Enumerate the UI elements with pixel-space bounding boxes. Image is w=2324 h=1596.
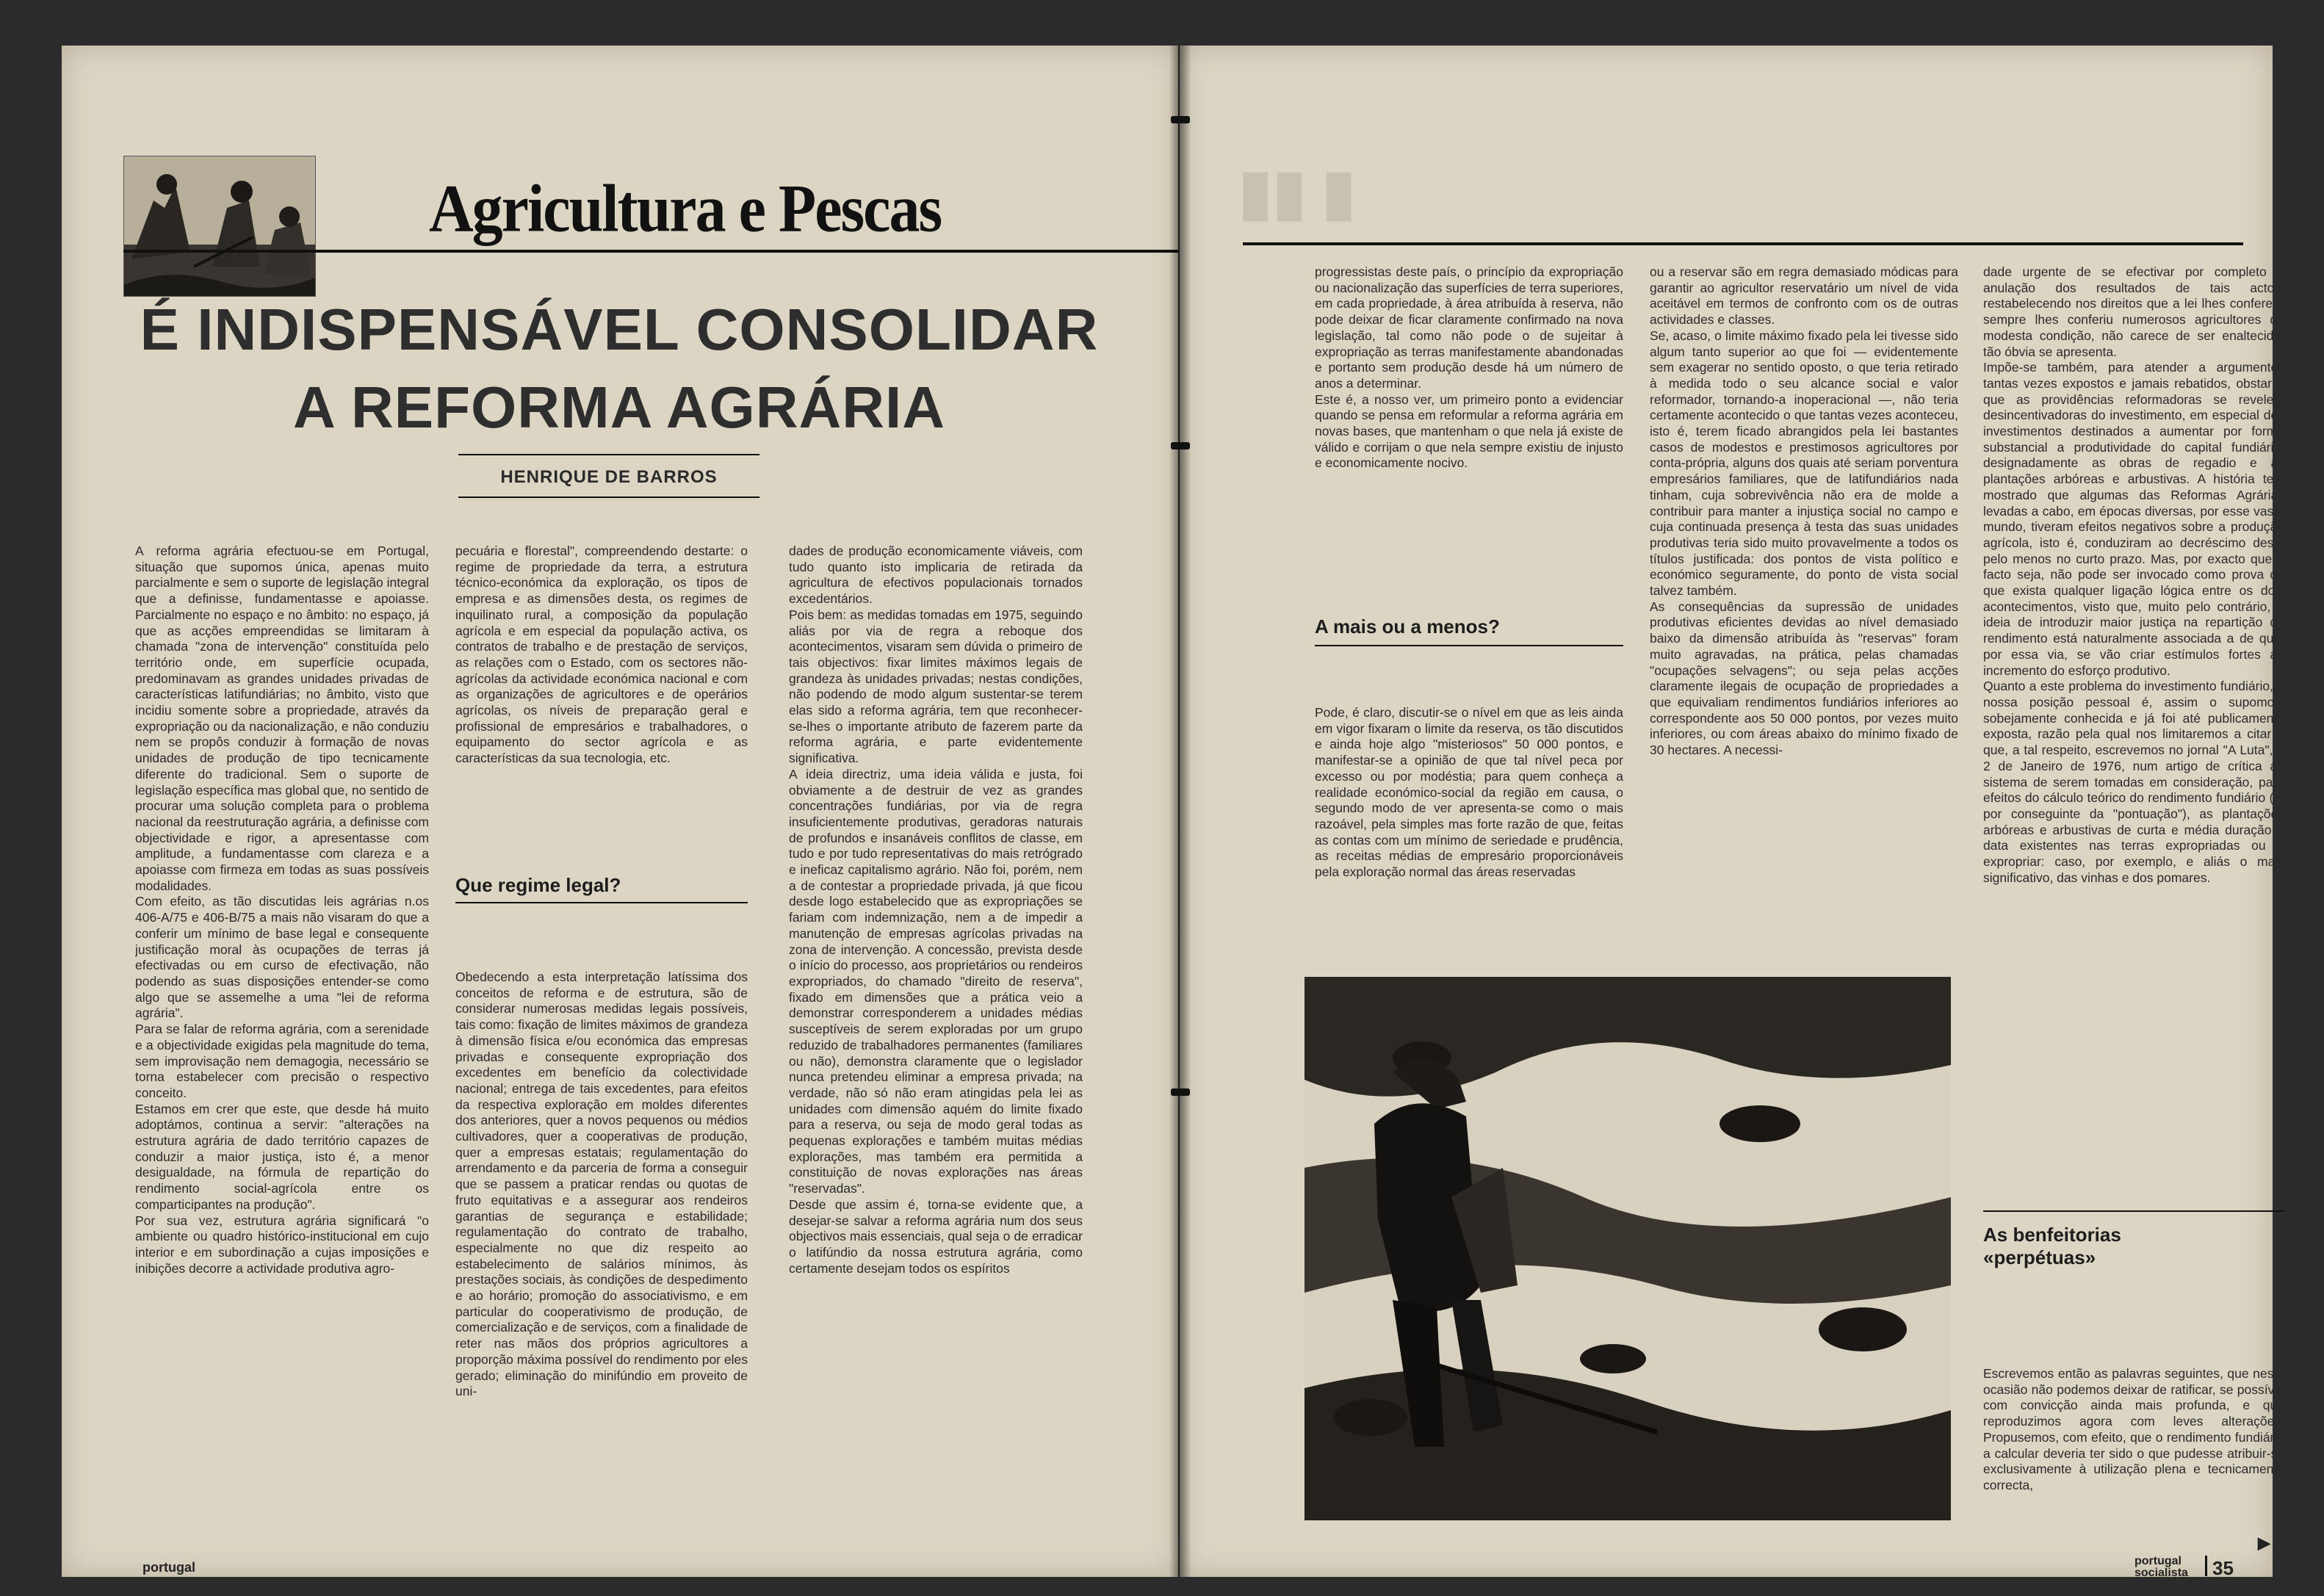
subhead-benfeitorias [1983,1224,2284,1269]
article-column-6a: dade urgente de se efectivar por completo a anulação dos resultados de tais actos, restabelecendo nos direitos que a lei lhes confere e sempre lhes conferiu numerosos agricultores de modesta condição, não carece de ser enaltecida, tão óbvia se apresenta. Impõe-se também, para atender a argumentos tantas vezes expostos e jamais rebatidos, obstar a que as providências reformadoras se revelem desincentivadoras do investimento, em especial dos investimentos destinados a aumentar por forma substancial a produtividade do capital fundiário, designadamente as obras de regadio e as plantações arbóreas e arbustivas. A história tem mostrado que algumas das Reformas Agrárias levadas a cabo, em épocas diversas, por esse vasto mundo, tiveram efeitos negativos sobre a produção agrícola, isto é, conduziram ao decréscimo desta pelo menos no curto prazo. Mas, por exacto que o facto seja, não pode ser invocado como prova de que exista qualquer ligação lógica entre os dois acontecimentos, visto que, muito pelo contrário, à ideia de introduzir maior justiça na repartição do rendimento está naturalmente associada a de que, por essa via, se vão criar estímulos fortes ao incremento do esforço produtivo. Quanto a este problema do investimento fundiário, a nossa posição pessoal é, assim o supomos, sobejamente conhecida e já foi até publicamente exposta, razão pela qual nos limitaremos a citar o que, a tal respeito, escrevemos no jornal "A Luta", a 2 de Janeiro de 1976, num artigo de crítica ao sistema de serem tomadas em consideração, para efeitos do cálculo teórico do rendimento fundiário (e, por conseguinte da "pontuação"), as plantações arbóreas e arbustivas de curta e média duração à data existentes nas terras expropriadas ou a expropriar: caso, por exemplo, e aliás o mais significativo, das vinhas e dos pomares. [1983,264,2284,885]
subhead-rule-2 [1315,645,1623,646]
article-column-3: dades de produção economicamente viáveis, com tudo quanto isto implicaria de retirada da agricultura de efectivos populacionais tornados excedentários. Pois bem: as medidas tomadas em 1975, seguindo aliás por via de regra a reboque dos acontecimentos, visaram sem dúvida o primeiro de tais objectivos: fixar limites máximos legais de grandeza às unidades privadas; nestas condições, não podendo de modo algum sustentar-se terem elas sido a reforma agrária, tem que reconhecer-se-lhes o importante atributo de fazerem parte da reforma agrária, e parte evidentemente significativa. A ideia directriz, uma ideia válida e justa, foi obviamente a de destruir de vez as grandes concentrações fundiárias, por via de regra insuficientemente produtivas, geradoras naturais de profundos e insanáveis conflitos de classe, em tudo e por tudo representativas do mais retrógrado e ineficaz capitalismo agrário. Não foi, porém, nem a de contestar a propriedade privada, já que ficou desde logo estabelecido que as expropriações se fariam com indemnização, nem a de impedir a manutenção de empresas agrícolas privadas na zona de intervenção. A concessão, prevista desde o início do processo, aos proprietários ou rendeiros expropriados, do chamado "direito de reserva", fixado em dimensões que a prática veio a demonstrar corresponderem a unidades médias susceptíveis de serem exploradas por um grupo reduzido de trabalhadores permanentes (familiares ou não), demonstra claramente que o legislador nunca pretendeu eliminar a empresa privada; na verdade, não só não eram atingidas pela lei as unidades com dimensão aquém do limite fixado para a reserva, ou seja de modo geral todas as pequenas explorações e também muitas médias explorações, mas também era permitida a constituição de novas explorações nas áreas "reservadas". Desde que assim é, torna-se evidente que, a desejar-se salvar a reforma agrária num dos seus objectivos mais essenciais, qual seja o de erradicar o latifúndio da nossa estrutura agrária, como certamente desejam todos os espíritos [789,544,1083,1276]
article-column-5: ou a reservar são em regra demasiado módicas para garantir ao agricultor reservatário um nível de vida aceitável em termos de confronto com os de outras actividades e classes. Se, acaso, o limite máximo fixado pela lei tivesse sido algum tanto superior ao que foi — evidentemente sem exagerar no sentido oposto, o que teria retirado à medida todo o seu alcance social e valor reformador, tornando-a inoperacional —, não teria certamente acontecido o que tantas vezes aconteceu, isto é, terem ficado abrangidos pela lei bastantes casos de modestos e prestimosos agricultores por conta-própria, alguns dos quais até seriam porventura empresários familiares, que de latifundiários nada tinham, cuja sobrevivência não era de molde a contribuir para manter a injustiça social no campo e cuja continuada presença à testa das suas unidades produtivas teria sido muito provavelmente a todos os títulos justificada: dos pontos de vista político e económico seguramente, do ponto de vista social talvez também. As consequências da supressão de unidades produtivas eficientes devidas ao nível demasiado baixo da dimensão atribuída às "reservas" foram muito agravadas, na prática, pelas chamadas "ocupações selvagens"; ou seja pelas acções claramente ilegais de ocupação de propriedades a que equivaliam rendimentos fundiários inferiores ao correspondente aos 50 000 pontos, por vezes muito inferiores, ou com áreas abaixo do mínimo fixado de 30 hectares. A necessi- [1650,264,1958,758]
page-number: 35 [2212,1557,2234,1579]
staple-top [1171,116,1190,123]
subhead-rule-3 [1983,1210,2284,1212]
continue-arrow-icon: ▶ [2258,1534,2270,1552]
subhead-rule [455,902,748,903]
article-column-2a: pecuária e florestal", compreendendo destarte: o regime de propriedade da terra, a estrutura técnico-económica da exploração, os tipos de empresa e as dimensões desta, os regimes de inquilinato rural, a composição da população agrícola e em especial da população activa, os contratos de trabalho e de prestação de serviços, as relações com o Estado, com os sectores não-agrícolas da actividade económica nacional e com as organizações de agricultores e de operários agrícolas, os níveis de preparação geral e profissional de empresários e trabalhadores, o equipamento do sector agrícola e as características da sua tecnologia, etc. [455,544,748,766]
header-rule [123,250,1178,253]
article-column-4b: Pode, é claro, discutir-se o nível em que as leis ainda em vigor fixaram o limite da reserva, os tão discutidos e ainda hoje algo "misteriosos" 50 000 pontos, e manifestar-se a opinião de que tal nível peca por excesso ou por modéstia; para quem conheça a realidade económico-social da região em causa, o segundo modo de ver apresenta-se como o mais razoável, pela simples mas forte razão de que, feitas as contas com um mínimo de seriedade e prudência, as receitas médias de empresário proporcionáveis pela exploração normal das áreas reservadas [1315,705,1623,880]
article-column-2b: Obedecendo a esta interpretação latíssima dos conceitos de reforma e de estrutura, são de considerar numerosas medidas legais possíveis, tais como: fixação de limites máximos de grandeza à dimensão física e/ou económica das empresas privadas e consequente expropriação dos excedentes em benefício da colectividade nacional; entrega de tais excedentes, para efeitos da respectiva exploração em moldes diferentes dos anteriores, quer a novos pequenos ou médios cultivadores, quer a cooperativas de produção, quer a empresas estatais; regulamentação do arrendamento e da parceria de forma a conseguir que se passem a praticar rendas ou quotas de fruto equitativas e a assegurar aos rendeiros garantias de segurança e estabilidade; regulamentação do contrato de trabalho, especialmente no que diz respeito ao estabelecimento de salários mínimos, às prestações sociais, às condições de despedimento e ao horário; promoção do associativismo, e em particular do cooperativismo de produção, de comercialização e de serviços, com a finalidade de reter nas mãos dos próprios agricultores a proporção máxima possível do rendimento por eles gerado; eliminação do minifúndio em proveito de uni- [455,969,748,1399]
footer-divider [2205,1556,2207,1576]
headline [123,291,1115,447]
byline: HENRIQUE DE BARROS [500,467,718,487]
staple-lower [1171,1088,1190,1096]
article-column-4a: progressistas deste país, o princípio da expropriação ou nacionalização das superfícies de terra superiores, em cada propriedade, à área atribuída à reserva, não pode deixar de ficar claramente confirmado na nova legislação, tal como não pode o de sujeitar à expropriação as terras manifestamente abandonadas e portanto sem produção desde há um número de anos a determinar. Este é, a nosso ver, um primeiro ponto a evidenciar quando se pensa em reformular a reforma agrária em novas bases, que mantenham o que nela já existe de válido e corrijam o que nela sempre existiu de injusto e economicamente nocivo. [1315,264,1623,471]
subhead-benfeitorias-line-2: «perpétuas» [1983,1246,2096,1268]
field-worker-photo [1304,977,1951,1520]
headline-line-2: A REFORMA AGRÁRIA [292,375,946,440]
subhead-a-mais-ou-a-menos: A mais ou a menos? [1315,615,1500,638]
section-title: Agricultura e Pescas [429,171,942,247]
header-photo [123,156,316,297]
article-column-6b: Escrevemos então as palavras seguintes, que nesta ocasião não podemos deixar de ratificar, se possível com convicção ainda mais profunda, e que reproduzimos agora com leves alterações. Propusemos, com efeito, que o rendimento fundiário a calcular deveria ter sido o que pudesse atribuir-se exclusivamente à utilização plena e tecnicamente correcta, [1983,1366,2284,1492]
headline-line-1: É INDISPENSÁVEL CONSOLIDAR [140,297,1099,362]
footer-logo-right-line-1: portugal [2134,1555,2182,1567]
subhead-benfeitorias-line-1: As benfeitorias [1983,1224,2121,1246]
footer-logo-right [2134,1556,2188,1579]
show-through-title: ▮▮ ▮ [1238,159,1356,227]
field-worker-photo-image [1304,977,1951,1520]
spine-fold [1169,46,1191,1577]
right-header-rule [1243,242,2243,245]
article-column-1: A reforma agrária efectuou-se em Portugal, situação que supomos única, apenas muito parcialmente e sem o suporte de legislação integral que a definisse, fundamentasse e apoiasse. Parcialmente no espaço e no âmbito: no espaço, já que as acções empreendidas se limitaram à chamada "zona de intervenção" constituída pelo território onde, em superfície ocupada, predominavam as grandes unidades privadas de características latifundiárias; no âmbito, visto que incidiu somente sobre a propriedade, através da expropriação ou da nacionalização, e não conduziu nem se propôs conduzir à formação de novas unidades de produção de tipo tecnicamente diferente do tradicional. Sem o suporte de legislação específica mas global que, no sentido de procurar uma solução completa para o problema nacional da reestruturação agrária, a definisse com objectividade e rigor, a apresentasse com amplitude, a fundamentasse com clareza e a apoiasse com firmeza em todas as suas possíveis modalidades. Com efeito, as tão discutidas leis agrárias n.os 406-A/75 e 406-B/75 a mais não visaram do que a conferir um mínimo de base legal e consequente justificação moral às ocupações de terras já efectivadas ou em curso de efectivação, não podendo as suas disposições entender-se como algo que se assemelhe a uma "lei de reforma agrária". Para se falar de reforma agrária, com a serenidade e a objectividade exigidas pela magnitude do tema, sem improvisação nem demagogia, necessário se torna estabelecer com precisão o respectivo conceito. Estamos em crer que este, que desde há muito adoptámos, continua a servir: "alterações na estrutura agrária de dado território capazes de conduzir a maior justiça, isto é, a menor desigualdade, na fórmula de repartição do rendimento social-agrícola entre os comparticipantes na produção". Por sua vez, estrutura agrária significará "o ambiente ou quadro histórico-institucional em cujo interior e em subordinação a cujas imposições e inibições decorre a actividade produtiva agro- [135,544,429,1276]
footer-logo-right-line-2: socialista [2134,1567,2188,1579]
byline-rule-bottom [458,497,759,498]
byline-rule-top [458,454,759,455]
footer-logo-left: portugal [142,1560,195,1575]
header-photo-image [124,156,315,296]
subhead-regime-legal: Que regime legal? [455,874,621,896]
magazine-spread [62,46,2284,1579]
left-page [62,46,1178,1577]
staple-middle [1171,442,1190,449]
